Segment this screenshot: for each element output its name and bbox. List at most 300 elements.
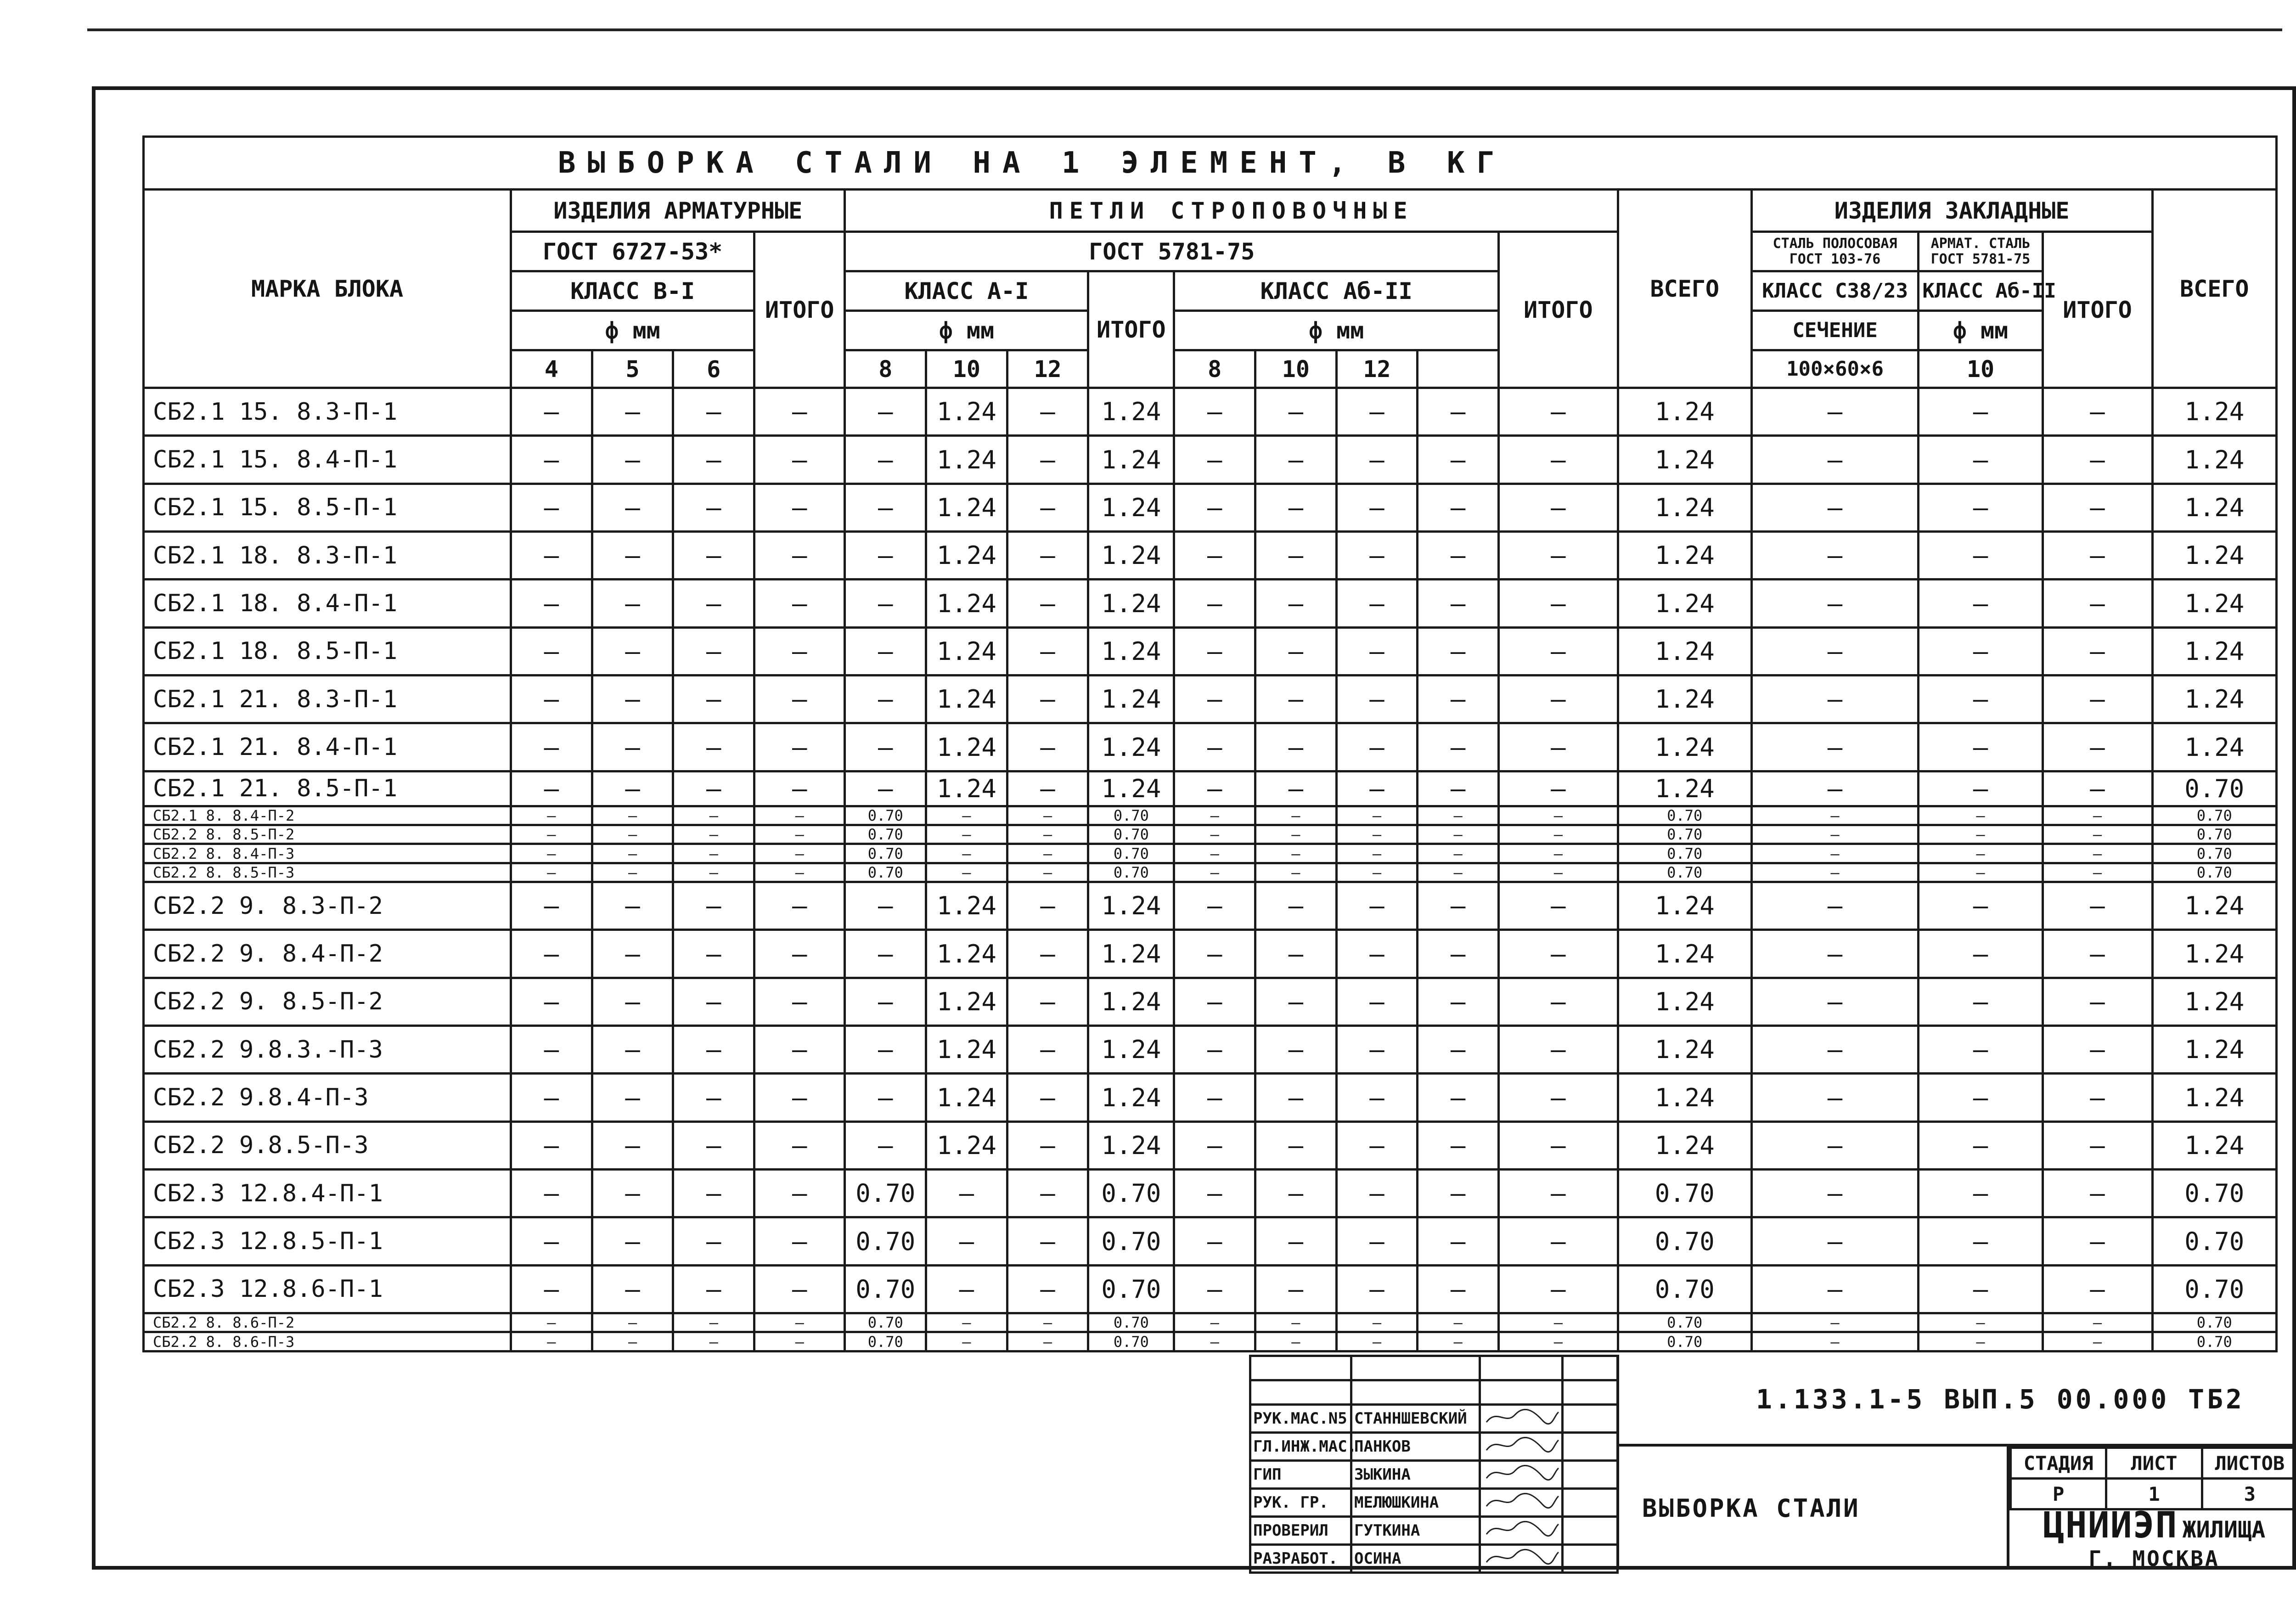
cell-dash: — xyxy=(511,1332,592,1351)
header-dia-rebar-value: 10 xyxy=(1919,350,2043,388)
cell-dash: — xyxy=(1174,844,1255,863)
cell-dash: — xyxy=(1336,882,1418,930)
cell-dash: — xyxy=(592,1074,673,1121)
cell-dash: — xyxy=(1919,930,2043,978)
cell-vsego1: 0.70 xyxy=(1618,863,1751,882)
cell-dash: — xyxy=(1007,1217,1088,1265)
signature-name: МЕЛЮШКИНА xyxy=(1351,1489,1480,1517)
header-rebar-steel: АРМАТ. СТАЛЬ ГОСТ 5781-75 xyxy=(1919,232,2043,271)
cell-dash: — xyxy=(1919,863,2043,882)
cell-dash: — xyxy=(511,844,592,863)
cell-dash: — xyxy=(592,882,673,930)
cell-dash: — xyxy=(1174,1074,1255,1121)
cell-dash: — xyxy=(1919,532,2043,580)
cell-dash: — xyxy=(592,1026,673,1074)
cell-dash: — xyxy=(592,532,673,580)
cell-dash: — xyxy=(1919,1074,2043,1121)
cell-dash: — xyxy=(1336,806,1418,825)
cell-dash: — xyxy=(1919,484,2043,531)
cell-dash: — xyxy=(1255,1217,1337,1265)
sheets-value: 3 xyxy=(2202,1479,2296,1509)
block-mark: СБ2.1 18. 8.5-П-1 xyxy=(144,627,511,675)
cell-dash: — xyxy=(1174,1026,1255,1074)
header-dia-value: 10 xyxy=(926,350,1007,388)
cell-dash: — xyxy=(1007,436,1088,484)
cell-vsego2: 0.70 xyxy=(2152,771,2276,806)
cell-a8: 0.70 xyxy=(845,825,926,844)
cell-dash: — xyxy=(754,1313,845,1332)
cell-dash: — xyxy=(1255,1332,1337,1351)
header-dia-armature: ф мм xyxy=(511,311,754,350)
cell-dash: — xyxy=(1255,1170,1337,1217)
cell-dash: — xyxy=(1174,484,1255,531)
cell-dash: — xyxy=(673,436,754,484)
cell-dash: — xyxy=(1498,1217,1618,1265)
organization-name: ЦНИИЭП xyxy=(2043,1505,2178,1546)
cell-dash: — xyxy=(1174,532,1255,580)
cell-a8: — xyxy=(845,771,926,806)
cell-itogo2: 0.70 xyxy=(1088,1313,1174,1332)
cell-vsego1: 1.24 xyxy=(1618,436,1751,484)
cell-dash: — xyxy=(1336,580,1418,627)
cell-dash: — xyxy=(2043,532,2152,580)
header-class-rebar: КЛАСС Аб-II xyxy=(1919,271,2043,311)
cell-vsego2: 0.70 xyxy=(2152,825,2276,844)
cell-dash: — xyxy=(754,532,845,580)
cell-dash: — xyxy=(2043,1074,2152,1121)
cell-vsego1: 1.24 xyxy=(1618,978,1751,1025)
cell-a10: 1.24 xyxy=(926,676,1007,723)
cell-dash: — xyxy=(1751,1217,1919,1265)
cell-dash: — xyxy=(1174,1121,1255,1169)
cell-dash: — xyxy=(1007,388,1088,436)
table-row xyxy=(144,1121,2277,1169)
cell-dash: — xyxy=(1336,627,1418,675)
cell-dash: — xyxy=(1007,532,1088,580)
table-row xyxy=(144,1026,2277,1074)
cell-dash: — xyxy=(1174,978,1255,1025)
signature-scribble xyxy=(1480,1461,1563,1489)
cell-dash: — xyxy=(1418,1026,1499,1074)
cell-dash: — xyxy=(1174,1313,1255,1332)
header-dia-value: 10 xyxy=(1255,350,1337,388)
cell-dash: — xyxy=(1174,627,1255,675)
table-row xyxy=(144,930,2277,978)
cell-dash: — xyxy=(1007,1121,1088,1169)
cell-dash: — xyxy=(1498,978,1618,1025)
cell-dash: — xyxy=(754,844,845,863)
title-block xyxy=(1249,1355,2296,1570)
cell-dash: — xyxy=(592,771,673,806)
cell-vsego1: 1.24 xyxy=(1618,723,1751,771)
cell-itogo2: 1.24 xyxy=(1088,388,1174,436)
cell-dash: — xyxy=(1919,978,2043,1025)
cell-vsego2: 1.24 xyxy=(2152,388,2276,436)
header-loops-group: ПЕТЛИ СТРОПОВОЧНЫЕ xyxy=(845,190,1618,232)
cell-dash: — xyxy=(1007,1026,1088,1074)
table-row xyxy=(144,1332,2277,1351)
cell-dash: — xyxy=(511,1026,592,1074)
cell-dash: — xyxy=(1336,484,1418,531)
cell-dash: — xyxy=(1336,1332,1418,1351)
cell-dash: — xyxy=(1336,1026,1418,1074)
sheet-value: 1 xyxy=(2106,1479,2202,1509)
cell-dash: — xyxy=(1336,388,1418,436)
cell-a8: 0.70 xyxy=(845,1313,926,1332)
cell-dash: — xyxy=(511,436,592,484)
cell-dash: — xyxy=(1498,723,1618,771)
cell-dash: — xyxy=(511,882,592,930)
cell-dash: — xyxy=(1007,844,1088,863)
cell-dash: — xyxy=(1174,1170,1255,1217)
steel-selection-table xyxy=(142,135,2278,1352)
cell-dash: — xyxy=(1174,676,1255,723)
cell-dash: — xyxy=(2043,930,2152,978)
cell-dash: — xyxy=(511,806,592,825)
cell-dash: — xyxy=(754,863,845,882)
cell-itogo2: 0.70 xyxy=(1088,1332,1174,1351)
cell-dash: — xyxy=(673,844,754,863)
cell-dash: — xyxy=(1498,388,1618,436)
cell-vsego2: 0.70 xyxy=(2152,806,2276,825)
cell-dash: — xyxy=(754,882,845,930)
cell-dash: — xyxy=(592,1332,673,1351)
cell-dash: — xyxy=(511,723,592,771)
cell-vsego2: 0.70 xyxy=(2152,1217,2276,1265)
cell-dash: — xyxy=(1919,1170,2043,1217)
cell-dash: — xyxy=(1255,436,1337,484)
cell-dash: — xyxy=(1498,532,1618,580)
cell-vsego1: 0.70 xyxy=(1618,1313,1751,1332)
table-row xyxy=(144,978,2277,1025)
cell-vsego2: 1.24 xyxy=(2152,676,2276,723)
signature-date-cell xyxy=(1563,1489,1618,1517)
cell-dash: — xyxy=(1007,863,1088,882)
cell-a8: — xyxy=(845,882,926,930)
signature-table xyxy=(1249,1355,1619,1574)
block-mark: СБ2.2 9.8.3.-П-3 xyxy=(144,1026,511,1074)
header-class-strip: КЛАСС С38/23 xyxy=(1751,271,1919,311)
cell-a8: — xyxy=(845,388,926,436)
cell-dash: — xyxy=(592,1217,673,1265)
cell-a10: — xyxy=(926,1217,1007,1265)
cell-dash: — xyxy=(1919,882,2043,930)
cell-dash: — xyxy=(1255,1026,1337,1074)
cell-dash: — xyxy=(1007,806,1088,825)
block-mark: СБ2.2 8. 8.5-П-3 xyxy=(144,863,511,882)
signature-empty-cell xyxy=(1250,1380,1351,1405)
signature-role: РУК.МАС.N5 xyxy=(1250,1405,1351,1433)
cell-dash: — xyxy=(1919,771,2043,806)
cell-dash: — xyxy=(1498,1332,1618,1351)
header-class-a2: КЛАСС Аб-II xyxy=(1174,271,1499,311)
cell-dash: — xyxy=(592,806,673,825)
cell-dash: — xyxy=(1418,882,1499,930)
cell-dash: — xyxy=(754,1217,845,1265)
cell-a8: 0.70 xyxy=(845,1265,926,1313)
cell-dash: — xyxy=(1418,844,1499,863)
block-mark: СБ2.3 12.8.4-П-1 xyxy=(144,1170,511,1217)
cell-a8: — xyxy=(845,627,926,675)
cell-a8: 0.70 xyxy=(845,1170,926,1217)
cell-a8: 0.70 xyxy=(845,863,926,882)
cell-dash: — xyxy=(754,930,845,978)
cell-dash: — xyxy=(1255,627,1337,675)
cell-a8: 0.70 xyxy=(845,806,926,825)
cell-vsego1: 0.70 xyxy=(1618,825,1751,844)
cell-dash: — xyxy=(1498,1170,1618,1217)
header-dia-value: 4 xyxy=(511,350,592,388)
table-row xyxy=(144,825,2277,844)
signature-name: ГУТКИНА xyxy=(1351,1517,1480,1545)
cell-dash: — xyxy=(1336,1217,1418,1265)
cell-dash: — xyxy=(1255,484,1337,531)
cell-a10: — xyxy=(926,1170,1007,1217)
cell-dash: — xyxy=(754,825,845,844)
cell-dash: — xyxy=(1498,676,1618,723)
header-dia-rebar: ф мм xyxy=(1919,311,2043,350)
cell-dash: — xyxy=(592,388,673,436)
cell-dash: — xyxy=(754,484,845,531)
cell-dash: — xyxy=(1751,1313,1919,1332)
cell-dash: — xyxy=(1498,771,1618,806)
signature-empty-cell xyxy=(1563,1356,1618,1380)
cell-a8: — xyxy=(845,1121,926,1169)
cell-dash: — xyxy=(673,806,754,825)
header-dia-value: 5 xyxy=(592,350,673,388)
cell-dash: — xyxy=(673,1265,754,1313)
header-itogo-1: ИТОГО xyxy=(754,232,845,388)
cell-dash: — xyxy=(1919,1313,2043,1332)
header-section-value: 100×60×6 xyxy=(1751,350,1919,388)
cell-dash: — xyxy=(592,580,673,627)
cell-vsego2: 1.24 xyxy=(2152,484,2276,531)
block-mark: СБ2.2 8. 8.6-П-3 xyxy=(144,1332,511,1351)
cell-vsego2: 1.24 xyxy=(2152,723,2276,771)
block-mark: СБ2.2 9. 8.4-П-2 xyxy=(144,930,511,978)
header-dia-value: 8 xyxy=(1174,350,1255,388)
cell-dash: — xyxy=(1007,1074,1088,1121)
cell-dash: — xyxy=(1751,1332,1919,1351)
cell-dash: — xyxy=(1255,978,1337,1025)
cell-dash: — xyxy=(754,1265,845,1313)
cell-dash: — xyxy=(1418,930,1499,978)
cell-dash: — xyxy=(592,676,673,723)
cell-dash: — xyxy=(511,580,592,627)
header-dia-value: 6 xyxy=(673,350,754,388)
cell-dash: — xyxy=(1751,627,1919,675)
cell-dash: — xyxy=(592,825,673,844)
cell-itogo2: 1.24 xyxy=(1088,484,1174,531)
cell-vsego2: 0.70 xyxy=(2152,1332,2276,1351)
block-mark: СБ2.1 15. 8.5-П-1 xyxy=(144,484,511,531)
cell-dash: — xyxy=(1336,1170,1418,1217)
cell-dash: — xyxy=(592,627,673,675)
cell-dash: — xyxy=(1418,1313,1499,1332)
cell-vsego1: 1.24 xyxy=(1618,1121,1751,1169)
cell-dash: — xyxy=(1418,978,1499,1025)
cell-itogo2: 1.24 xyxy=(1088,930,1174,978)
cell-a8: — xyxy=(845,484,926,531)
table-row xyxy=(144,882,2277,930)
cell-dash: — xyxy=(1255,532,1337,580)
cell-vsego2: 0.70 xyxy=(2152,863,2276,882)
cell-dash: — xyxy=(1336,771,1418,806)
cell-dash: — xyxy=(511,978,592,1025)
cell-vsego1: 0.70 xyxy=(1618,844,1751,863)
cell-dash: — xyxy=(1418,436,1499,484)
table-row xyxy=(144,771,2277,806)
cell-vsego1: 1.24 xyxy=(1618,1074,1751,1121)
cell-dash: — xyxy=(1751,436,1919,484)
cell-dash: — xyxy=(1336,1313,1418,1332)
signature-date-cell xyxy=(1563,1405,1618,1433)
cell-vsego2: 1.24 xyxy=(2152,978,2276,1025)
cell-dash: — xyxy=(1751,676,1919,723)
cell-itogo2: 1.24 xyxy=(1088,436,1174,484)
cell-dash: — xyxy=(511,1217,592,1265)
block-mark: СБ2.1 21. 8.5-П-1 xyxy=(144,771,511,806)
cell-itogo2: 0.70 xyxy=(1088,825,1174,844)
cell-dash: — xyxy=(1007,676,1088,723)
cell-vsego1: 1.24 xyxy=(1618,532,1751,580)
signature-name: ПАНКОВ xyxy=(1351,1433,1480,1461)
block-mark: СБ2.3 12.8.6-П-1 xyxy=(144,1265,511,1313)
cell-dash: — xyxy=(1336,844,1418,863)
table-row xyxy=(144,580,2277,627)
cell-a10: 1.24 xyxy=(926,1074,1007,1121)
cell-dash: — xyxy=(1919,1265,2043,1313)
table-row xyxy=(144,1265,2277,1313)
cell-dash: — xyxy=(1174,930,1255,978)
cell-dash: — xyxy=(1498,863,1618,882)
block-mark: СБ2.2 8. 8.4-П-3 xyxy=(144,844,511,863)
cell-dash: — xyxy=(1007,771,1088,806)
table-row xyxy=(144,1313,2277,1332)
cell-dash: — xyxy=(1498,930,1618,978)
cell-a10: — xyxy=(926,1313,1007,1332)
cell-dash: — xyxy=(2043,771,2152,806)
cell-dash: — xyxy=(2043,863,2152,882)
cell-dash: — xyxy=(1498,580,1618,627)
cell-dash: — xyxy=(754,1121,845,1169)
cell-dash: — xyxy=(673,863,754,882)
stage-table xyxy=(2009,1447,2296,1510)
steel-table-body xyxy=(144,388,2277,1351)
cell-a8: — xyxy=(845,930,926,978)
cell-dash: — xyxy=(511,484,592,531)
cell-a10: — xyxy=(926,825,1007,844)
cell-dash: — xyxy=(592,484,673,531)
cell-dash: — xyxy=(1007,723,1088,771)
stamp-main xyxy=(1616,1355,2296,1570)
signature-name: ЗЫКИНА xyxy=(1351,1461,1480,1489)
cell-dash: — xyxy=(1498,825,1618,844)
cell-a10: — xyxy=(926,1265,1007,1313)
block-mark: СБ2.2 9. 8.5-П-2 xyxy=(144,978,511,1025)
cell-dash: — xyxy=(1919,1217,2043,1265)
cell-dash: — xyxy=(511,676,592,723)
cell-vsego1: 1.24 xyxy=(1618,484,1751,531)
cell-vsego1: 1.24 xyxy=(1618,882,1751,930)
cell-dash: — xyxy=(1919,388,2043,436)
signature-role: РАЗРАБОТ. xyxy=(1250,1545,1351,1573)
cell-a8: — xyxy=(845,1074,926,1121)
cell-a10: — xyxy=(926,863,1007,882)
cell-dash: — xyxy=(2043,676,2152,723)
block-mark: СБ2.2 9.8.4-П-3 xyxy=(144,1074,511,1121)
cell-vsego2: 1.24 xyxy=(2152,1121,2276,1169)
cell-dash: — xyxy=(511,1265,592,1313)
header-steel-strip: СТАЛЬ ПОЛОСОВАЯ ГОСТ 103-76 xyxy=(1751,232,1919,271)
cell-dash: — xyxy=(2043,1121,2152,1169)
cell-dash: — xyxy=(754,627,845,675)
cell-vsego1: 1.24 xyxy=(1618,1026,1751,1074)
cell-dash: — xyxy=(1418,771,1499,806)
cell-dash: — xyxy=(1919,825,2043,844)
cell-dash: — xyxy=(673,978,754,1025)
cell-dash: — xyxy=(754,1332,845,1351)
cell-dash: — xyxy=(1336,825,1418,844)
cell-dash: — xyxy=(511,532,592,580)
cell-dash: — xyxy=(1498,436,1618,484)
cell-dash: — xyxy=(1751,825,1919,844)
signature-empty-cell xyxy=(1563,1380,1618,1405)
cell-dash: — xyxy=(1418,1170,1499,1217)
signature-name: ОСИНА xyxy=(1351,1545,1480,1573)
cell-dash: — xyxy=(1255,771,1337,806)
cell-a10: — xyxy=(926,844,1007,863)
cell-vsego2: 1.24 xyxy=(2152,882,2276,930)
cell-vsego1: 1.24 xyxy=(1618,580,1751,627)
cell-dash: — xyxy=(592,930,673,978)
cell-vsego2: 1.24 xyxy=(2152,1074,2276,1121)
cell-dash: — xyxy=(1336,1265,1418,1313)
cell-a8: 0.70 xyxy=(845,1332,926,1351)
cell-dash: — xyxy=(592,863,673,882)
cell-dash: — xyxy=(1751,723,1919,771)
table-row xyxy=(144,627,2277,675)
cell-dash: — xyxy=(1919,627,2043,675)
cell-dash: — xyxy=(1174,825,1255,844)
cell-dash: — xyxy=(1174,771,1255,806)
cell-dash: — xyxy=(673,930,754,978)
cell-dash: — xyxy=(1919,580,2043,627)
cell-dash: — xyxy=(1751,882,1919,930)
cell-a10: — xyxy=(926,806,1007,825)
cell-dash: — xyxy=(1418,1217,1499,1265)
cell-vsego2: 1.24 xyxy=(2152,436,2276,484)
cell-dash: — xyxy=(1007,484,1088,531)
table-row xyxy=(144,723,2277,771)
signature-scribble xyxy=(1480,1517,1563,1545)
signature-scribble xyxy=(1480,1405,1563,1433)
table-row xyxy=(144,1074,2277,1121)
cell-dash: — xyxy=(1336,1121,1418,1169)
cell-dash: — xyxy=(1255,806,1337,825)
signature-date-cell xyxy=(1563,1433,1618,1461)
cell-dash: — xyxy=(1498,1074,1618,1121)
cell-dash: — xyxy=(673,723,754,771)
cell-dash: — xyxy=(1418,484,1499,531)
cell-dash: — xyxy=(1498,484,1618,531)
cell-a10: 1.24 xyxy=(926,771,1007,806)
cell-dash: — xyxy=(1919,676,2043,723)
cell-dash: — xyxy=(1498,1121,1618,1169)
cell-dash: — xyxy=(592,1121,673,1169)
table-row xyxy=(144,676,2277,723)
header-mark: МАРКА БЛОКА xyxy=(144,190,511,388)
